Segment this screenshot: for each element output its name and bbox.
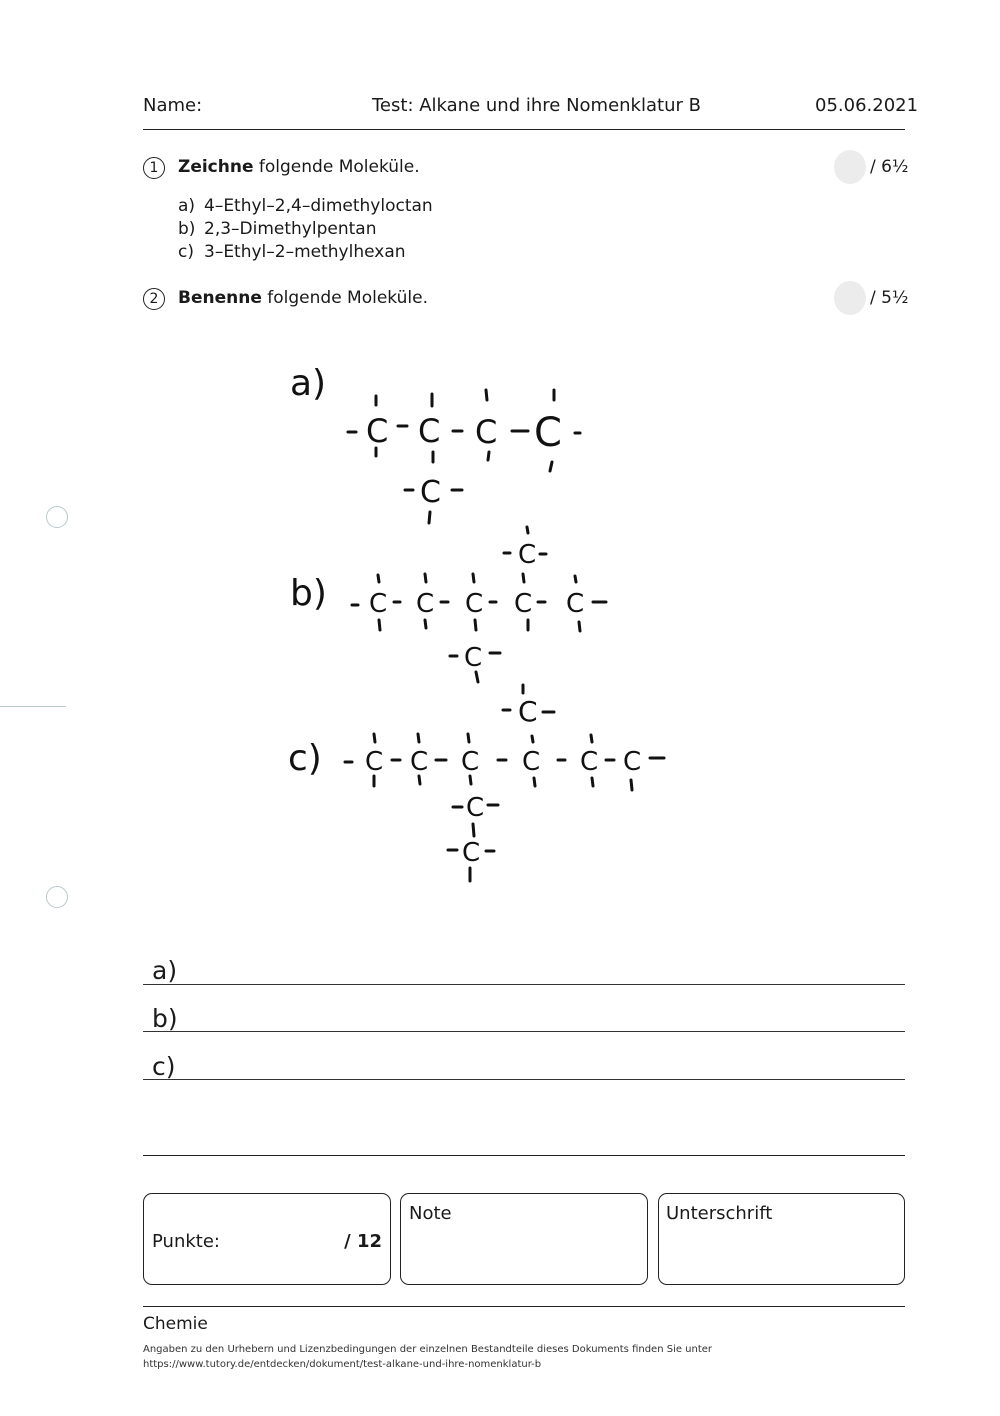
svg-text:C: C [366, 412, 389, 450]
svg-text:C: C [475, 413, 498, 451]
svg-text:C: C [465, 589, 484, 619]
punch-hole-bottom [46, 886, 68, 908]
svg-text:C: C [522, 747, 541, 777]
svg-text:C: C [462, 838, 481, 868]
subject-label: Chemie [143, 1314, 208, 1334]
svg-text:C: C [518, 540, 537, 570]
page-title: Test: Alkane und ihre Nomenklatur B [372, 95, 701, 116]
svg-text:C: C [420, 475, 441, 510]
svg-text:C: C [461, 747, 480, 777]
svg-text:C: C [369, 589, 388, 619]
task1-instruction [178, 157, 420, 177]
answer-line-c[interactable] [143, 1079, 905, 1080]
molecule-sketch [270, 350, 690, 900]
task1-item-b: b) 2,3–Dimethylpentan [178, 219, 377, 239]
svg-text:C: C [623, 747, 642, 777]
sketch-label-c: c) [288, 738, 322, 779]
license-text: Angaben zu den Urhebern und Lizenzbedingungen der einzelnen Bestandteile dieses Dokuments finden Sie unter [143, 1344, 713, 1355]
task2-score-field[interactable] [834, 281, 866, 315]
svg-text:C: C [365, 747, 384, 777]
footer-bottom-divider [143, 1306, 905, 1307]
task2-instruction [178, 288, 428, 308]
footer-top-divider [143, 1155, 905, 1156]
task2-number: 2 [143, 288, 165, 310]
grade-box[interactable] [400, 1193, 648, 1285]
svg-text:C: C [514, 589, 533, 619]
svg-text:C: C [534, 410, 562, 456]
answer-label-c: c) [152, 1052, 176, 1081]
answer-label-a: a) [152, 956, 178, 985]
svg-text:C: C [466, 793, 485, 823]
task2-text: folgende Moleküle. [261, 288, 428, 308]
answer-label-b: b) [152, 1004, 178, 1033]
punch-hole-top [46, 506, 68, 528]
task1-score: / 6½ [870, 157, 909, 177]
points-total: / 12 [344, 1231, 382, 1252]
task1-item-c: c) 3–Ethyl–2–methylhexan [178, 242, 406, 262]
grade-label: Note [409, 1203, 452, 1224]
svg-text:C: C [410, 747, 429, 777]
molecule-b [352, 527, 606, 682]
svg-text:C: C [566, 589, 585, 619]
header-divider [143, 129, 905, 130]
svg-text:C: C [518, 695, 538, 728]
task2-verb: Benenne [178, 288, 262, 308]
license-url[interactable]: https://www.tutory.de/entdecken/dokument/test-alkane-und-ihre-nomenklatur-b [143, 1359, 542, 1370]
test-date: 05.06.2021 [815, 95, 919, 116]
molecule-a [348, 390, 580, 523]
fold-mark [0, 706, 66, 707]
task2-score: / 5½ [870, 288, 909, 308]
task1-number: 1 [143, 157, 165, 179]
signature-box[interactable] [658, 1193, 905, 1285]
points-label: Punkte: [152, 1231, 220, 1252]
sketch-label-b: b) [290, 573, 327, 614]
task1-item-a: a) 4–Ethyl–2,4–dimethyloctan [178, 196, 433, 216]
svg-text:C: C [416, 589, 435, 619]
signature-label: Unterschrift [666, 1203, 773, 1224]
svg-text:C: C [580, 747, 599, 777]
molecule-c [345, 685, 664, 881]
sketch-label-a: a) [290, 363, 327, 404]
svg-text:C: C [418, 412, 441, 450]
task1-text: folgende Moleküle. [253, 157, 420, 177]
points-box[interactable] [143, 1193, 391, 1285]
task1-verb: Zeichne [178, 157, 254, 177]
task1-score-field[interactable] [834, 150, 866, 184]
answer-line-a[interactable] [143, 984, 905, 985]
answer-line-b[interactable] [143, 1031, 905, 1032]
name-label: Name: [143, 95, 203, 116]
svg-text:C: C [464, 643, 483, 673]
